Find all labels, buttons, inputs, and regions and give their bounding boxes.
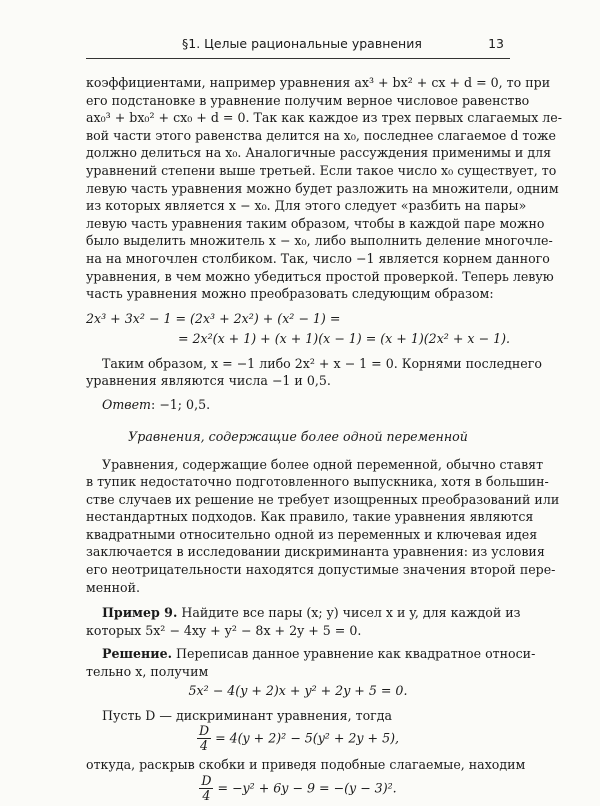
text-line: на на многочлен столбиком. Так, число −1 является корнем данного bbox=[86, 250, 550, 266]
text-line: которых 5x² − 4xy + y² − 8x + 2y + 5 = 0. bbox=[86, 622, 362, 638]
equation-4 bbox=[86, 774, 510, 806]
fraction-numerator: D bbox=[198, 723, 210, 739]
fraction-numerator: D bbox=[201, 772, 212, 788]
running-header bbox=[86, 36, 510, 56]
solution-line bbox=[86, 645, 536, 663]
paragraph-2 bbox=[86, 355, 542, 390]
equation-3-rhs: = 4(y + 2)² − 5(y² + 2y + 5), bbox=[215, 730, 400, 746]
example-text: Найдите все пары (x; y) чисел x и y, для каждой из bbox=[177, 605, 521, 621]
text-line: уравнения являются числа −1 и 0,5. bbox=[86, 373, 331, 389]
page-number: 13 bbox=[488, 36, 504, 51]
equation-1-line-2: = 2x²(x + 1) + (x + 1)(x − 1) = (x + 1)(2x² + x − 1). bbox=[177, 330, 510, 346]
text-line: нестандартных подходов. Как правило, такие уравнения являются bbox=[86, 509, 534, 525]
fraction-denominator: 4 bbox=[200, 738, 209, 754]
header-title: §1. Целые рациональные уравнения bbox=[182, 36, 422, 51]
text-line: тельно x, получим bbox=[86, 664, 209, 680]
text-line: часть уравнения можно преобразовать следующим образом: bbox=[86, 286, 494, 302]
text-line: из которых является x − x₀. Для этого следует «разбить на пары» bbox=[86, 198, 527, 214]
text-line: левую часть уравнения таким образом, чтобы в каждой паре можно bbox=[86, 215, 545, 231]
equation-3 bbox=[86, 724, 510, 756]
solution bbox=[86, 645, 536, 680]
text-line: Таким образом, x = −1 либо 2x² + x − 1 = 0. Корнями последнего bbox=[102, 355, 542, 371]
answer-value: : −1; 0,5. bbox=[151, 396, 211, 412]
text-line: уравнения, в чем можно убедиться простой проверкой. Теперь левую bbox=[86, 268, 554, 284]
header-rule bbox=[86, 58, 510, 59]
paragraph-3 bbox=[86, 456, 560, 597]
answer-label: Ответ bbox=[102, 396, 151, 412]
text-line: квадратными относительно одной из переменных и ключевая идея bbox=[86, 526, 538, 542]
equation-2: 5x² − 4(y + 2)x + y² + 2y + 5 = 0. bbox=[188, 682, 408, 698]
page-body bbox=[86, 74, 563, 806]
text-line: коэффициентами, например уравнения ax³ + bx² + cx + d = 0, то при bbox=[86, 75, 551, 90]
text-line: стве случаев их решение не требует изощренных преобразований или bbox=[86, 491, 560, 507]
answer-line bbox=[86, 396, 510, 414]
example-line bbox=[86, 604, 521, 622]
paragraph-1 bbox=[86, 74, 563, 303]
section-title: Уравнения, содержащие более одной переменной bbox=[128, 428, 468, 444]
fraction-denominator: 4 bbox=[202, 787, 211, 803]
equation-4-rhs: = −y² + 6y − 9 = −(y − 3)². bbox=[217, 780, 397, 796]
text-line: Уравнения, содержащие более одной переменной, обычно ставят bbox=[102, 456, 544, 472]
solution-label: Решение. bbox=[102, 646, 172, 662]
example-9 bbox=[86, 604, 521, 639]
text-line: было выделить множитель x − x₀, либо выполнить деление многочле- bbox=[86, 233, 553, 249]
text-line: Пусть D — дискриминант уравнения, тогда bbox=[102, 707, 393, 723]
example-label: Пример 9. bbox=[102, 605, 178, 621]
equation-1-line-1: 2x³ + 3x² − 1 = (2x³ + 2x²) + (x² − 1) = bbox=[86, 310, 341, 326]
fraction bbox=[197, 724, 211, 753]
text-line: его неотрицательности находятся допустимые значения второй пере- bbox=[86, 562, 556, 578]
solution-text: Переписав данное уравнение как квадратное относи- bbox=[172, 646, 536, 662]
text-line: должно делиться на x₀. Аналогичные рассуждения применимы и для bbox=[86, 145, 552, 161]
text-line: менной. bbox=[86, 579, 141, 595]
text-line: в тупик недостаточно подготовленного выпускника, хотя в большин- bbox=[86, 474, 549, 490]
text-line: заключается в исследовании дискриминанта уравнения: из условия bbox=[86, 544, 545, 560]
text-line: левую часть уравнения можно будет разложить на множители, одним bbox=[86, 180, 559, 196]
text-line: уравнений степени выше третьей. Если такое число x₀ существует, то bbox=[86, 162, 557, 178]
text-line: ax₀³ + bx₀² + cx₀ + d = 0. Так как каждое из трех первых слагаемых ле- bbox=[86, 110, 563, 126]
text-line: его подстановке в уравнение получим верное числовое равенство bbox=[86, 92, 530, 108]
fraction bbox=[199, 774, 213, 803]
text-line: вой части этого равенства делится на x₀, последнее слагаемое d тоже bbox=[86, 127, 557, 143]
text-line: откуда, раскрыв скобки и приведя подобные слагаемые, находим bbox=[86, 757, 526, 773]
